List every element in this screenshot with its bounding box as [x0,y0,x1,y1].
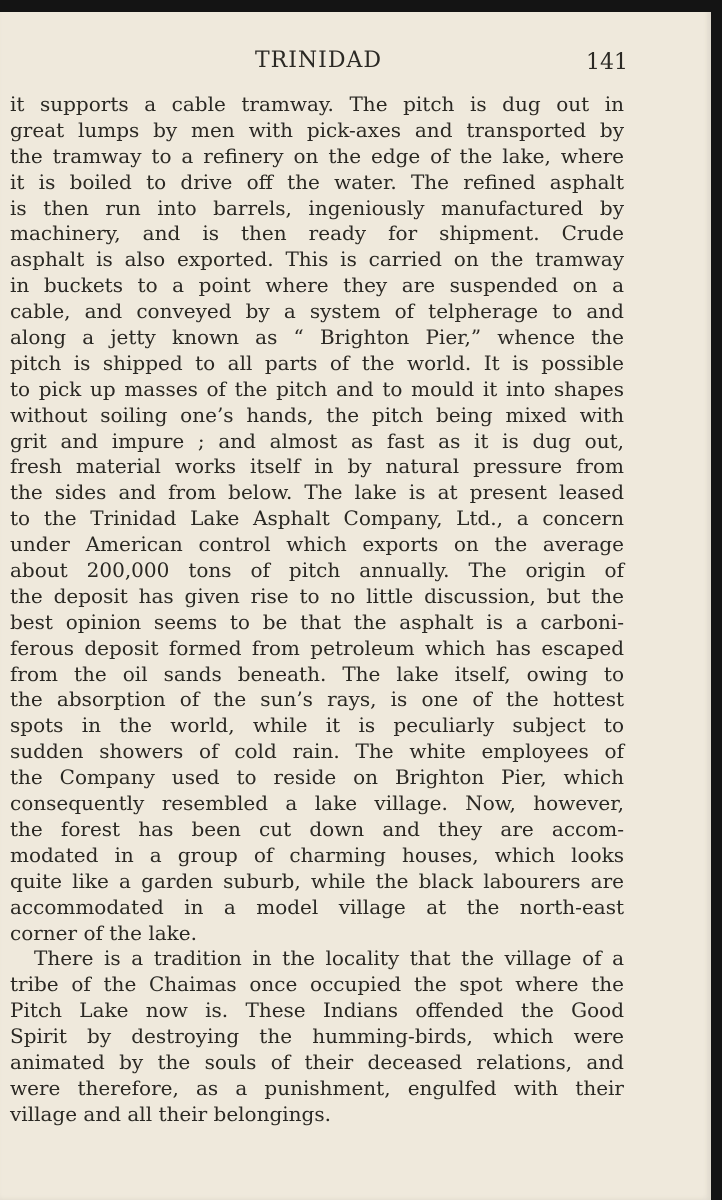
text-line: the sides and from below. The lake is at present leased [10,480,624,505]
text-line: the absorption of the sun’s rays, is one of the hottest [10,687,624,712]
text-line: Pitch Lake now is. These Indians offended the Good [10,998,624,1023]
text-line: grit and impure ; and almost as fast as it is dug out, [10,428,624,453]
text-line: cable, and conveyed by a system of telpherage to and [10,299,624,324]
paragraph [10,92,624,946]
body-text [10,92,624,1128]
text-line: modated in a group of charming houses, which looks [10,842,624,867]
page-number: 141 [586,50,628,75]
text-line: to the Trinidad Lake Asphalt Company, Ltd., a concern [10,506,624,531]
text-line: without soiling one’s hands, the pitch being mixed with [10,402,624,427]
text-line: in buckets to a point where they are suspended on a [10,273,624,298]
text-line: it supports a cable tramway. The pitch is dug out in [10,92,624,116]
text-line: tribe of the Chaimas once occupied the spot where the [10,972,624,997]
text-line: under American control which exports on the average [10,532,624,557]
text-line: animated by the souls of their deceased relations, and [10,1049,624,1074]
text-line: to pick up masses of the pitch and to mould it into shapes [10,376,624,401]
text-line: were therefore, as a punishment, engulfed with their [10,1075,624,1100]
text-line: is then run into barrels, ingeniously manufactured by [10,195,624,220]
text-line: about 200,000 tons of pitch annually. The origin of [10,558,624,583]
text-line: asphalt is also exported. This is carried on the tramway [10,247,624,272]
text-line: quite like a garden suburb, while the black labourers are [10,868,624,893]
text-line: the forest has been cut down and they are accom- [10,816,624,841]
text-line: the deposit has given rise to no little discussion, but the [10,583,624,608]
running-head [0,48,711,78]
text-line: it is boiled to drive off the water. The refined asphalt [10,169,624,194]
text-line: from the oil sands beneath. The lake itself, owing to [10,661,624,686]
text-line: the tramway to a refinery on the edge of the lake, where [10,143,624,168]
text-line: best opinion seems to be that the asphalt is a carboni- [10,609,624,634]
text-line: fresh material works itself in by natural pressure from [10,454,624,479]
text-line: along a jetty known as “ Brighton Pier,” whence the [10,325,624,350]
text-line: sudden showers of cold rain. The white employees of [10,739,624,764]
text-line: pitch is shipped to all parts of the world. It is possible [10,350,624,375]
text-line: village and all their belongings. [10,1101,331,1126]
text-line: great lumps by men with pick-axes and transported by [10,117,624,142]
text-line: ferous deposit formed from petroleum which has escaped [10,635,624,660]
text-line: spots in the world, while it is peculiarly subject to [10,713,624,738]
scan-border-right [711,0,722,1200]
text-line: consequently resembled a lake village. Now, however, [10,791,624,816]
text-line: Spirit by destroying the humming-birds, which were [10,1024,624,1049]
text-line: accommodated in a model village at the north-east [10,894,624,919]
text-line: There is a tradition in the locality that the village of a [34,946,624,971]
text-line: machinery, and is then ready for shipment. Crude [10,221,624,246]
scan-border-top [0,0,722,12]
text-line: corner of the lake. [10,920,197,945]
paragraph [10,946,624,1127]
running-title: TRINIDAD [255,48,383,73]
text-line: the Company used to reside on Brighton Pier, which [10,765,624,790]
